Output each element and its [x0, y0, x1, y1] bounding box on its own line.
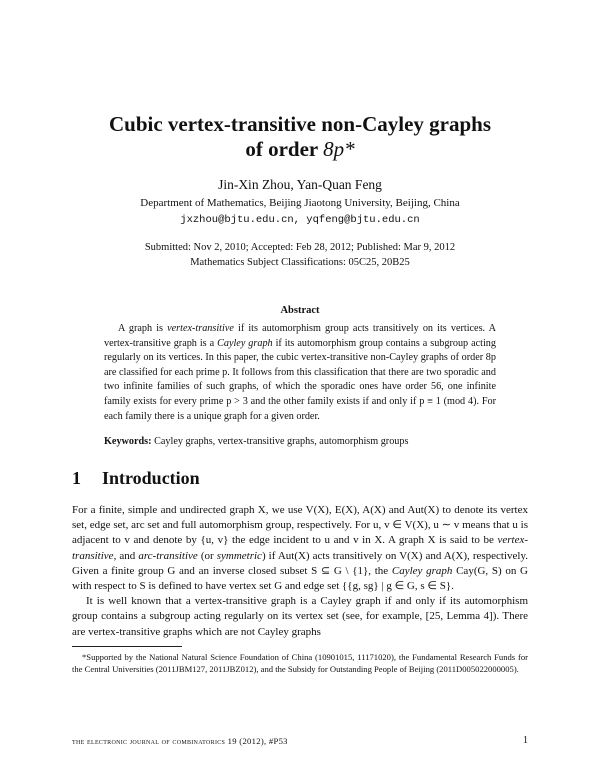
affiliation: Department of Mathematics, Beijing Jiaotong University, Beijing, China	[140, 197, 460, 209]
intro-term-cayley-graph: Cayley graph	[391, 564, 453, 577]
keywords	[104, 436, 504, 447]
publication-info	[0, 240, 600, 270]
abstract-term-vertex-transitive: vertex-transitive	[167, 323, 234, 334]
intro-term-arc-transitive: arc-transitive	[138, 549, 198, 562]
intro-term-vertex-transitive: vertex-transitive	[72, 534, 528, 562]
authors: Jin-Xin Zhou, Yan-Quan Feng	[218, 177, 382, 192]
abstract-body	[104, 322, 496, 424]
abstract-term-cayley: Cayley graph	[217, 337, 273, 349]
journal-name: the electronic journal of combinatorics	[72, 736, 226, 746]
abstract-text-3: if its automorphism group contains a subgroup acting regularly on its vertices. In this paper, the cubic vertex-transitive non-Cayley graphs of order 8p are classified for each prime p. It follows from this classification that there are two sporadic and two infinite families of such graphs, of which the sporadic ones have order 56, one infinite family exists for every prime p > 3 and the other family exists if and only if p ≡ 1 (mod 4). For each family there is a unique graph for a given order.	[104, 337, 496, 422]
footnote: *Supported by the National Natural Science Foundation of China (10901015, 11171020), the Fundamental Research Funds for the Central Universities (2011JBM127, 2011JBZ012), and the Subsidy for Outstanding People of Beijing (2011D005022000005).	[72, 652, 528, 674]
intro-term-symmetric: symmetric	[216, 549, 262, 562]
keywords-label: Keywords:	[104, 436, 152, 447]
title-line-2	[60, 137, 540, 162]
intro-text-5: Cay(G, S) on G with respect to S is defined to have vertex set G and edge set {{g, sg} | g ∈ G, s ∈ S}.	[72, 564, 528, 593]
page-number: 1	[523, 735, 528, 746]
msc-line: Mathematics Subject Classifications: 05C25, 20B25	[190, 257, 410, 268]
intro-text-4: ) if Aut(X) acts transitively on V(X) and A(X), respectively. Given a finite group G and an inverse closed subset S ⊆ G \ {1}, the	[72, 549, 528, 577]
keywords-text: Cayley graphs, vertex-transitive graphs, automorphism groups	[151, 436, 409, 447]
title-order-math: 8p*	[323, 137, 355, 161]
section-title: Introduction	[102, 468, 200, 488]
journal-footer	[72, 736, 288, 746]
dates-line: Submitted: Nov 2, 2010; Accepted: Feb 28, 2012; Published: Mar 9, 2012	[144, 242, 456, 253]
section-number: 1	[72, 468, 81, 488]
intro-text-1: For a finite, simple and undirected graph X, we use V(X), E(X), A(X) and Aut(X) to denote its vertex set, edge set, arc set and full automorphism group, respectively. For u, v ∈ V(X), u ∼ v means that u is adjacent to v and denote by {u, v} the edge incident to u and v in X. A graph X is said to be	[72, 504, 528, 547]
journal-volume: 19 (2012), #P53	[225, 736, 288, 746]
paper-title	[60, 112, 540, 162]
abstract-heading: Abstract	[280, 305, 320, 316]
title-line-1: Cubic vertex-transitive non-Cayley graphs	[108, 112, 492, 136]
abstract-text-2: if its automorphism group acts transitively on its vertices. A vertex-transitive graph is a	[104, 323, 496, 349]
intro-text-3: (or	[197, 549, 217, 562]
intro-body	[72, 503, 528, 640]
intro-paragraph-1	[72, 503, 528, 594]
author-emails: jxzhou@bjtu.edu.cn, yqfeng@bjtu.edu.cn	[180, 214, 420, 226]
title-line-2-text: of order	[245, 137, 324, 161]
footnote-rule	[72, 646, 182, 647]
abstract-text-1: A graph is	[118, 323, 168, 334]
section-heading	[72, 468, 200, 489]
intro-paragraph-2: It is well known that a vertex-transitive graph is a Cayley graph if and only if its automorphism group contains a subgroup acting regularly on its vertex set (see, for example, [25, Lemma 4]). There are vertex-transitive graphs which are not Cayley graphs	[72, 595, 528, 638]
intro-text-2: , and	[113, 549, 139, 562]
